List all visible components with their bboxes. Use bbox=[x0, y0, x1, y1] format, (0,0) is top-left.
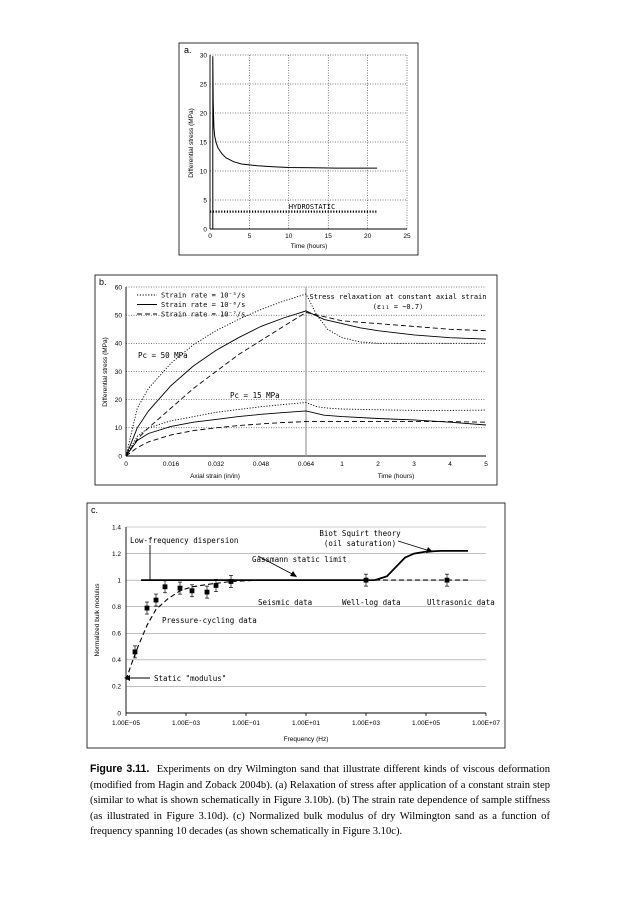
relax-label-1: Stress relaxation at constant axial strain bbox=[309, 293, 487, 301]
c-ytick-label: 0.2 bbox=[111, 683, 121, 691]
panel-b-frame bbox=[95, 275, 497, 485]
gassmann-label: Gassmann static limit bbox=[252, 555, 347, 564]
b-ytick-label: 50 bbox=[114, 312, 122, 320]
panel-c bbox=[87, 503, 505, 748]
c-ytick-label: 0.8 bbox=[111, 604, 121, 612]
panel-c-xlabel: Frequency (Hz) bbox=[283, 736, 329, 743]
relax-label-2: (ε₁₁ = ~0.7) bbox=[372, 303, 424, 311]
c-ytick-label: 1.4 bbox=[111, 524, 121, 532]
b-ytick-label: 30 bbox=[114, 368, 122, 376]
panel-b-label: b. bbox=[99, 277, 107, 287]
b-xtick-label-time: 3 bbox=[412, 461, 416, 468]
a-xtick-label: 25 bbox=[403, 233, 411, 240]
welllog-label: Well-log data bbox=[342, 598, 401, 607]
c-xtick-label: 1.00E−05 bbox=[111, 720, 141, 727]
panel-c-label: c. bbox=[91, 505, 99, 515]
c-xtick-label: 1.00E−03 bbox=[171, 720, 201, 727]
caption-text: Experiments on dry Wilmington sand that illustrate different kinds of viscous deformation (modified from Hagin and Zoback 2004b). (a) Relaxation of stress after application of a constant strain step (similar to what is shown schematically in Figure 3.10b). (b) The strain rate dependence of sample stiffness (as illustrated in Figure 3.10d). (c) Normalized bulk modulus of dry Wilmington sand as a function of frequency spanning 10 decades (as shown schematically in Figure 3.10c). bbox=[90, 764, 550, 837]
hydrostatic-label: HYDROSTATIC bbox=[288, 203, 336, 211]
panel-a-frame bbox=[179, 43, 418, 255]
c-data-point bbox=[178, 586, 183, 591]
panel-b-ylabel: Differential stress (MPa) bbox=[102, 337, 109, 407]
panel-b bbox=[95, 275, 497, 485]
b-ytick-label: 60 bbox=[114, 284, 122, 292]
biot-arrow bbox=[398, 541, 430, 551]
c-xtick-label: 1.00E+01 bbox=[291, 720, 321, 727]
c-ytick-label: 0.4 bbox=[111, 657, 121, 665]
figure-caption bbox=[90, 762, 550, 840]
c-data-point bbox=[445, 578, 450, 583]
b-legend-label: Strain rate = 10⁻⁵/s bbox=[161, 291, 246, 300]
panel-b-xlabel-left: Axial strain (in/in) bbox=[190, 473, 240, 480]
b-ytick-label: 0 bbox=[118, 453, 122, 461]
b-ytick-label: 40 bbox=[114, 340, 122, 348]
c-data-point bbox=[190, 588, 195, 593]
c-data-point bbox=[145, 606, 150, 611]
c-data-point bbox=[214, 583, 219, 588]
static-label: Static "modulus" bbox=[154, 674, 227, 683]
a-xtick-label: 10 bbox=[285, 233, 293, 240]
c-data-point bbox=[154, 598, 159, 603]
c-ytick-label: 1 bbox=[117, 577, 121, 585]
c-ytick-label: 1.2 bbox=[111, 550, 121, 558]
c-ytick-label: 0.6 bbox=[111, 630, 121, 638]
pc50-label: Pc = 50 MPa bbox=[138, 351, 188, 360]
a-xtick-label: 5 bbox=[247, 233, 252, 240]
b-xtick-label-strain: 0 bbox=[124, 461, 128, 468]
a-xtick-label: 15 bbox=[324, 233, 332, 240]
c-data-point bbox=[133, 649, 138, 654]
b-ytick-label: 20 bbox=[114, 396, 122, 404]
b-xtick-label-time: 1 bbox=[340, 461, 344, 468]
ultrasonic-label: Ultrasonic data bbox=[427, 598, 495, 607]
seismic-label: Seismic data bbox=[258, 598, 313, 607]
a-ytick-label: 25 bbox=[199, 81, 207, 89]
c-data-point bbox=[163, 584, 168, 589]
b-xtick-label-time: 4 bbox=[448, 461, 452, 468]
a-ytick-label: 30 bbox=[199, 52, 207, 60]
panel-b-xlabel-right: Time (hours) bbox=[377, 473, 415, 480]
a-xtick-label: 20 bbox=[363, 233, 372, 240]
b-xtick-label-strain: 0.032 bbox=[207, 461, 225, 468]
b-xtick-label-strain: 0.064 bbox=[297, 461, 315, 468]
biot-label-2: (oil saturation) bbox=[323, 539, 397, 548]
caption-label: Figure 3.11. bbox=[90, 763, 150, 775]
panel-a bbox=[179, 43, 418, 255]
a-ytick-label: 10 bbox=[199, 168, 207, 176]
a-ytick-label: 15 bbox=[199, 139, 207, 147]
panel-a-ylabel: Differential stress (MPa) bbox=[188, 108, 195, 178]
b-xtick-label-time: 2 bbox=[376, 461, 380, 468]
b-xtick-label-strain: 0.016 bbox=[162, 461, 180, 468]
a-ytick-label: 20 bbox=[199, 110, 207, 118]
c-curve-1 bbox=[375, 551, 468, 580]
gassmann-arrowhead bbox=[290, 571, 297, 577]
c-xtick-label: 1.00E−01 bbox=[231, 720, 261, 727]
panel-a-label: a. bbox=[184, 45, 192, 55]
low-freq-label: Low-frequency dispersion bbox=[130, 536, 239, 545]
b-legend-label: Strain rate = 10⁻⁷/s bbox=[161, 310, 246, 319]
b-xtick-label-time: 5 bbox=[484, 461, 488, 468]
c-data-point bbox=[229, 579, 234, 584]
c-xtick-label: 1.00E+07 bbox=[471, 720, 501, 727]
a-ytick-label: 0 bbox=[203, 226, 207, 234]
panel-a-xlabel: Time (hours) bbox=[290, 243, 328, 250]
c-xtick-label: 1.00E+03 bbox=[351, 720, 381, 727]
c-data-point bbox=[205, 590, 210, 595]
panel-b-legend bbox=[137, 292, 245, 319]
c-curve-2 bbox=[126, 580, 261, 680]
b-xtick-label-strain: 0.048 bbox=[252, 461, 270, 468]
a-ytick-label: 5 bbox=[203, 197, 207, 205]
biot-arrowhead bbox=[426, 547, 433, 553]
c-ytick-label: 0 bbox=[117, 710, 121, 718]
b-ytick-label: 10 bbox=[114, 425, 122, 433]
panel-c-ylabel: Normalized bulk modulus bbox=[94, 583, 101, 657]
c-xtick-label: 1.00E+05 bbox=[411, 720, 441, 727]
pressure-label: Pressure-cycling data bbox=[162, 616, 257, 625]
biot-label-1: Biot Squirt theory bbox=[319, 529, 401, 538]
a-xtick-label: 0 bbox=[208, 233, 212, 240]
c-data-point bbox=[364, 578, 369, 583]
b-legend-label: Strain rate = 10⁻⁶/s bbox=[161, 301, 246, 309]
pc15-label: Pc = 15 MPa bbox=[230, 391, 280, 400]
